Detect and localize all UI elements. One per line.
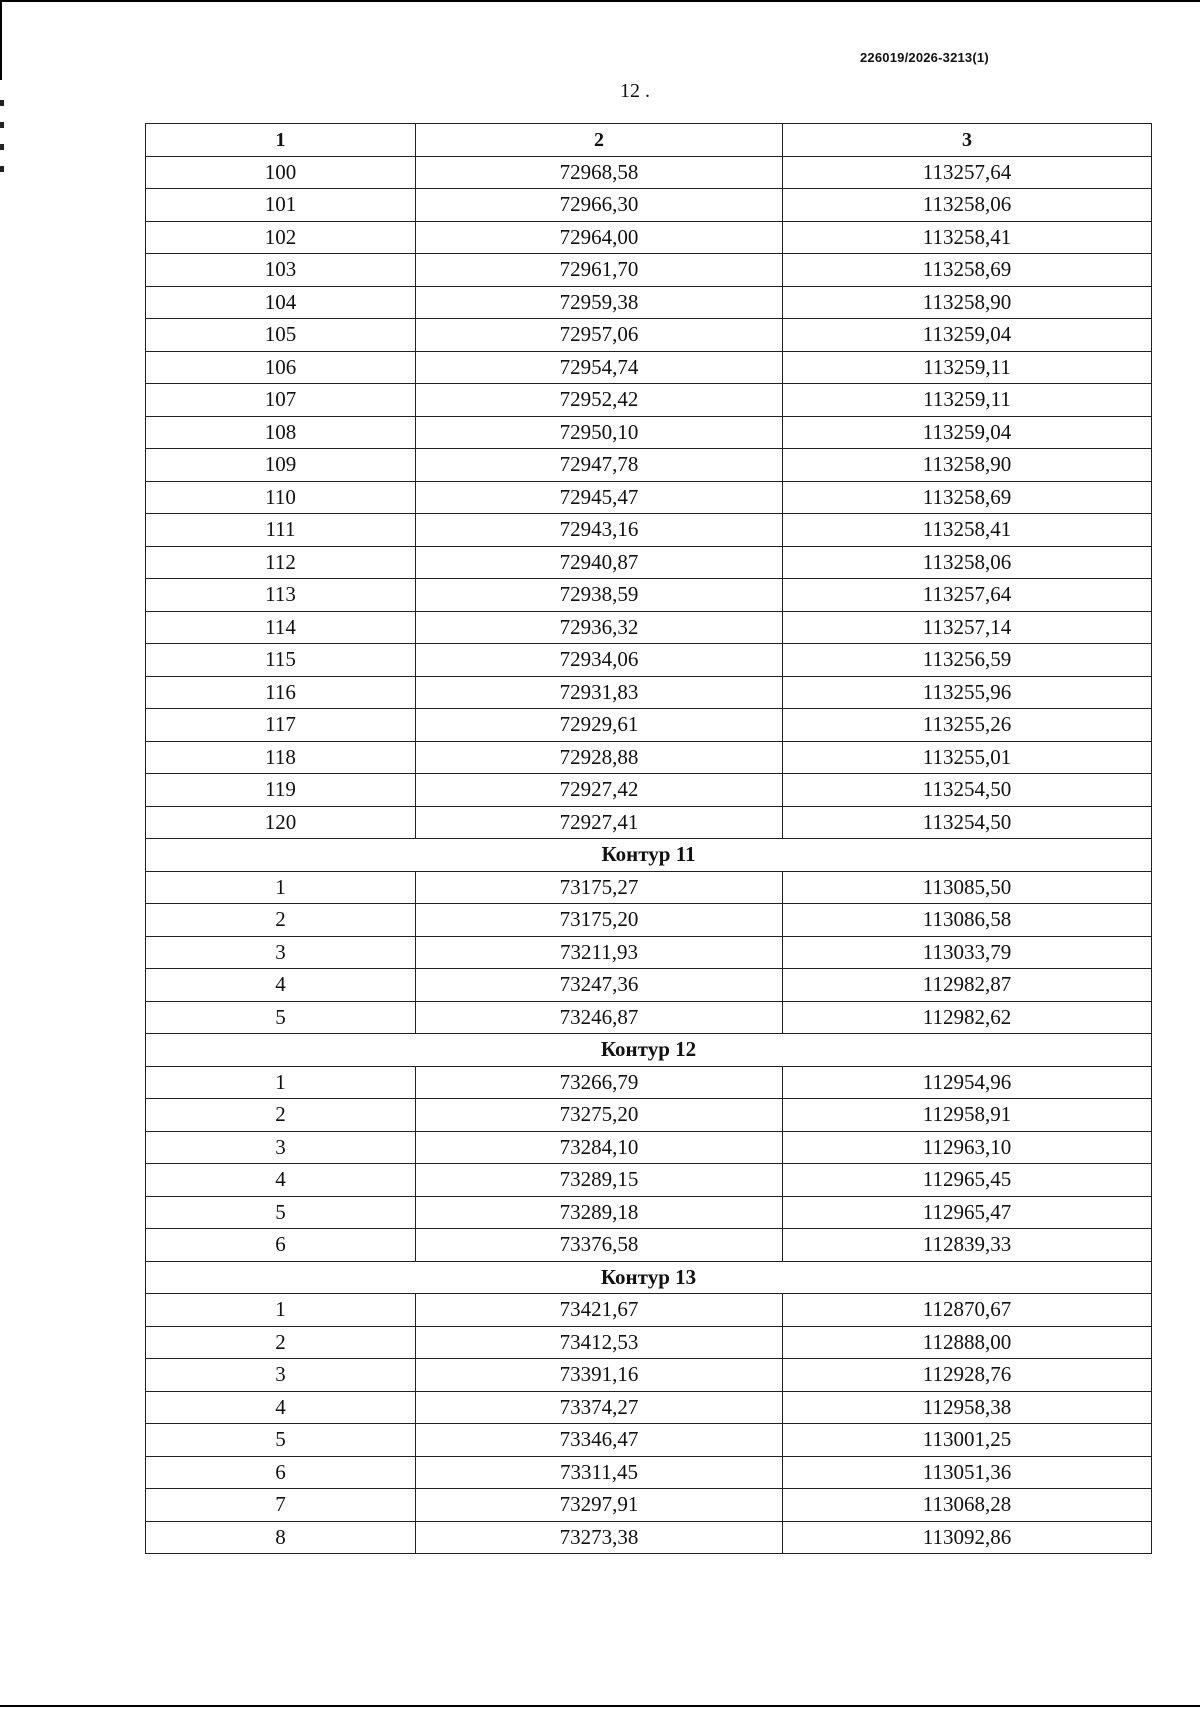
table-row (146, 416, 1152, 449)
coordinate-x-cell: 73376,58 (416, 1229, 783, 1262)
coordinate-y-cell: 113051,36 (783, 1456, 1152, 1489)
coordinate-y-cell: 112958,91 (783, 1099, 1152, 1132)
coordinate-y-cell: 113086,58 (783, 904, 1152, 937)
coordinate-y-cell: 113257,14 (783, 611, 1152, 644)
point-number-cell: 103 (146, 254, 416, 287)
coordinate-x-cell: 72957,06 (416, 319, 783, 352)
table-row (146, 449, 1152, 482)
point-number-cell: 115 (146, 644, 416, 677)
coordinate-x-cell: 73284,10 (416, 1131, 783, 1164)
coordinate-x-cell: 73266,79 (416, 1066, 783, 1099)
point-number-cell: 4 (146, 1164, 416, 1197)
coordinate-x-cell: 73374,27 (416, 1391, 783, 1424)
coordinate-y-cell: 112954,96 (783, 1066, 1152, 1099)
section-header-row (146, 1034, 1152, 1067)
coordinate-x-cell: 72929,61 (416, 709, 783, 742)
coordinate-y-cell: 113092,86 (783, 1521, 1152, 1554)
binding-mark (0, 122, 4, 128)
point-number-cell: 109 (146, 449, 416, 482)
point-number-cell: 3 (146, 1131, 416, 1164)
coordinate-y-cell: 113259,11 (783, 384, 1152, 417)
coordinate-x-cell: 73412,53 (416, 1326, 783, 1359)
coordinate-y-cell: 113259,11 (783, 351, 1152, 384)
point-number-cell: 114 (146, 611, 416, 644)
coordinate-y-cell: 113254,50 (783, 806, 1152, 839)
table-body (146, 156, 1152, 1554)
table-row (146, 1164, 1152, 1197)
point-number-cell: 118 (146, 741, 416, 774)
table-row (146, 1391, 1152, 1424)
coordinate-y-cell: 113258,69 (783, 254, 1152, 287)
coordinate-y-cell: 113257,64 (783, 579, 1152, 612)
point-number-cell: 2 (146, 904, 416, 937)
column-header-3: 3 (783, 124, 1152, 157)
coordinate-y-cell: 113254,50 (783, 774, 1152, 807)
coordinate-x-cell: 72964,00 (416, 221, 783, 254)
point-number-cell: 110 (146, 481, 416, 514)
table-row (146, 1066, 1152, 1099)
table-row (146, 676, 1152, 709)
section-header-row (146, 839, 1152, 872)
table-row (146, 904, 1152, 937)
coordinate-y-cell: 113256,59 (783, 644, 1152, 677)
point-number-cell: 4 (146, 1391, 416, 1424)
coordinate-x-cell: 73175,20 (416, 904, 783, 937)
coordinate-y-cell: 113258,69 (783, 481, 1152, 514)
coordinate-x-cell: 73273,38 (416, 1521, 783, 1554)
table-row (146, 1326, 1152, 1359)
coordinate-x-cell: 73246,87 (416, 1001, 783, 1034)
coordinate-y-cell: 112982,62 (783, 1001, 1152, 1034)
table-row (146, 741, 1152, 774)
coordinate-x-cell: 72934,06 (416, 644, 783, 677)
point-number-cell: 2 (146, 1099, 416, 1132)
scan-border-left (0, 0, 2, 80)
table-row (146, 189, 1152, 222)
coordinate-x-cell: 73421,67 (416, 1294, 783, 1327)
coordinate-y-cell: 113258,90 (783, 449, 1152, 482)
table-row (146, 709, 1152, 742)
coordinates-table (145, 123, 1152, 1554)
point-number-cell: 3 (146, 1359, 416, 1392)
coordinate-y-cell: 112965,45 (783, 1164, 1152, 1197)
coordinate-y-cell: 112965,47 (783, 1196, 1152, 1229)
point-number-cell: 120 (146, 806, 416, 839)
coordinate-x-cell: 73311,45 (416, 1456, 783, 1489)
coordinate-y-cell: 112982,87 (783, 969, 1152, 1002)
coordinate-x-cell: 72966,30 (416, 189, 783, 222)
point-number-cell: 113 (146, 579, 416, 612)
point-number-cell: 3 (146, 936, 416, 969)
document-id: 226019/2026-3213(1) (860, 50, 989, 65)
table-row (146, 644, 1152, 677)
page-number: 12 . (620, 80, 650, 102)
table-row (146, 579, 1152, 612)
table-row (146, 806, 1152, 839)
binding-mark (0, 166, 4, 172)
table-row (146, 936, 1152, 969)
coordinate-x-cell: 73289,15 (416, 1164, 783, 1197)
point-number-cell: 1 (146, 871, 416, 904)
point-number-cell: 101 (146, 189, 416, 222)
point-number-cell: 102 (146, 221, 416, 254)
table-row (146, 1001, 1152, 1034)
point-number-cell: 6 (146, 1456, 416, 1489)
contour-title: Контур 13 (146, 1261, 1152, 1294)
table-row (146, 871, 1152, 904)
coordinate-x-cell: 72959,38 (416, 286, 783, 319)
coordinate-y-cell: 113257,64 (783, 156, 1152, 189)
table-row (146, 1229, 1152, 1262)
point-number-cell: 108 (146, 416, 416, 449)
point-number-cell: 112 (146, 546, 416, 579)
table-row (146, 1131, 1152, 1164)
table-row (146, 774, 1152, 807)
point-number-cell: 5 (146, 1001, 416, 1034)
coordinate-y-cell: 113258,41 (783, 514, 1152, 547)
coordinate-x-cell: 72940,87 (416, 546, 783, 579)
coordinate-y-cell: 112963,10 (783, 1131, 1152, 1164)
scan-binding-marks (0, 100, 4, 200)
point-number-cell: 117 (146, 709, 416, 742)
coordinate-x-cell: 72943,16 (416, 514, 783, 547)
table-row (146, 286, 1152, 319)
table-row (146, 221, 1152, 254)
table-row (146, 351, 1152, 384)
contour-title: Контур 12 (146, 1034, 1152, 1067)
table-row (146, 481, 1152, 514)
table-row (146, 514, 1152, 547)
coordinate-y-cell: 112839,33 (783, 1229, 1152, 1262)
coordinate-x-cell: 72968,58 (416, 156, 783, 189)
point-number-cell: 116 (146, 676, 416, 709)
coordinate-x-cell: 72927,42 (416, 774, 783, 807)
table-row (146, 1456, 1152, 1489)
point-number-cell: 100 (146, 156, 416, 189)
coordinate-x-cell: 73346,47 (416, 1424, 783, 1457)
point-number-cell: 1 (146, 1066, 416, 1099)
contour-title: Контур 11 (146, 839, 1152, 872)
coordinate-x-cell: 73391,16 (416, 1359, 783, 1392)
coordinate-y-cell: 113258,90 (783, 286, 1152, 319)
point-number-cell: 5 (146, 1424, 416, 1457)
point-number-cell: 111 (146, 514, 416, 547)
point-number-cell: 105 (146, 319, 416, 352)
table-row (146, 254, 1152, 287)
binding-mark (0, 100, 4, 106)
coordinate-x-cell: 72952,42 (416, 384, 783, 417)
coordinate-y-cell: 112928,76 (783, 1359, 1152, 1392)
coordinate-x-cell: 73211,93 (416, 936, 783, 969)
coordinate-y-cell: 113068,28 (783, 1489, 1152, 1522)
table-row (146, 1196, 1152, 1229)
point-number-cell: 106 (146, 351, 416, 384)
coordinate-x-cell: 73275,20 (416, 1099, 783, 1132)
coordinate-y-cell: 113259,04 (783, 416, 1152, 449)
coordinate-x-cell: 72961,70 (416, 254, 783, 287)
section-header-row (146, 1261, 1152, 1294)
coordinate-x-cell: 72947,78 (416, 449, 783, 482)
scan-border-top (0, 0, 1200, 2)
point-number-cell: 4 (146, 969, 416, 1002)
coordinate-x-cell: 72936,32 (416, 611, 783, 644)
table-row (146, 156, 1152, 189)
coordinate-x-cell: 72927,41 (416, 806, 783, 839)
column-header-1: 1 (146, 124, 416, 157)
coordinate-y-cell: 112888,00 (783, 1326, 1152, 1359)
binding-mark (0, 144, 4, 150)
coordinate-y-cell: 113001,25 (783, 1424, 1152, 1457)
coordinate-x-cell: 72928,88 (416, 741, 783, 774)
coordinate-y-cell: 113085,50 (783, 871, 1152, 904)
coordinate-x-cell: 73175,27 (416, 871, 783, 904)
point-number-cell: 7 (146, 1489, 416, 1522)
coordinate-y-cell: 113258,06 (783, 189, 1152, 222)
point-number-cell: 6 (146, 1229, 416, 1262)
coordinate-y-cell: 113259,04 (783, 319, 1152, 352)
table-header-row (146, 124, 1152, 157)
point-number-cell: 107 (146, 384, 416, 417)
coordinate-y-cell: 113258,06 (783, 546, 1152, 579)
table-row (146, 1099, 1152, 1132)
table-row (146, 1521, 1152, 1554)
coordinate-y-cell: 113255,96 (783, 676, 1152, 709)
point-number-cell: 119 (146, 774, 416, 807)
coordinate-y-cell: 113255,26 (783, 709, 1152, 742)
table-row (146, 319, 1152, 352)
coordinate-y-cell: 113033,79 (783, 936, 1152, 969)
coordinate-x-cell: 72938,59 (416, 579, 783, 612)
table-row (146, 611, 1152, 644)
coordinate-x-cell: 73289,18 (416, 1196, 783, 1229)
coordinate-x-cell: 72954,74 (416, 351, 783, 384)
coordinate-y-cell: 113258,41 (783, 221, 1152, 254)
coordinate-x-cell: 72931,83 (416, 676, 783, 709)
point-number-cell: 2 (146, 1326, 416, 1359)
point-number-cell: 5 (146, 1196, 416, 1229)
table-row (146, 384, 1152, 417)
table-row (146, 969, 1152, 1002)
table-row (146, 1424, 1152, 1457)
coordinate-y-cell: 112958,38 (783, 1391, 1152, 1424)
coordinate-x-cell: 73247,36 (416, 969, 783, 1002)
point-number-cell: 1 (146, 1294, 416, 1327)
coordinate-y-cell: 112870,67 (783, 1294, 1152, 1327)
point-number-cell: 104 (146, 286, 416, 319)
scan-border-bottom (0, 1705, 1200, 1707)
table-row (146, 1359, 1152, 1392)
coordinate-x-cell: 72950,10 (416, 416, 783, 449)
coordinate-y-cell: 113255,01 (783, 741, 1152, 774)
table-row (146, 546, 1152, 579)
table-row (146, 1294, 1152, 1327)
coordinate-x-cell: 72945,47 (416, 481, 783, 514)
table-row (146, 1489, 1152, 1522)
point-number-cell: 8 (146, 1521, 416, 1554)
coordinate-x-cell: 73297,91 (416, 1489, 783, 1522)
column-header-2: 2 (416, 124, 783, 157)
